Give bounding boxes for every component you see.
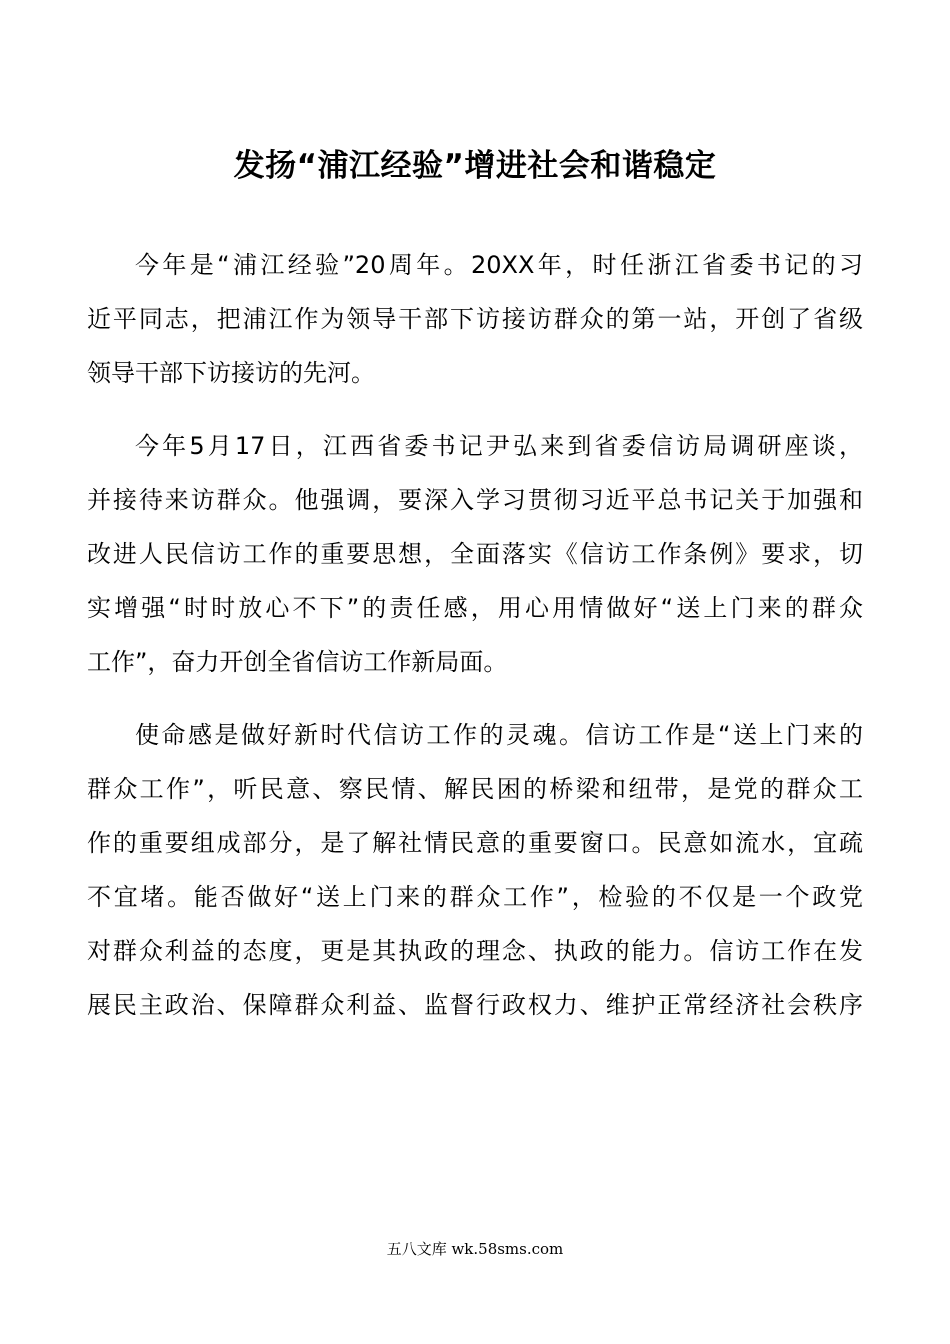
text-line: 作的重要组成部分，是了解社情民意的重要窗口。民意如流水，宜疏 bbox=[87, 829, 863, 857]
text-line: 使命感是做好新时代信访工作的灵魂。信访工作是“送上门来的 bbox=[135, 721, 863, 749]
paragraph bbox=[87, 419, 863, 689]
page-footer-watermark: 五八文库 wk.58sms.com bbox=[386, 1240, 564, 1258]
text-line: 对群众利益的态度，更是其执政的理念、执政的能力。信访工作在发 bbox=[87, 937, 863, 965]
text-line: 展民主政治、保障群众利益、监督行政权力、维护正常经济社会秩序 bbox=[87, 991, 863, 1019]
document-body bbox=[87, 238, 863, 1051]
text-line: 近平同志，把浦江作为领导干部下访接访群众的第一站，开创了省级 bbox=[87, 305, 863, 333]
text-line: 领导干部下访接访的先河。 bbox=[87, 359, 375, 387]
paragraph bbox=[87, 238, 863, 400]
text-line: 并接待来访群众。他强调，要深入学习贯彻习近平总书记关于加强和 bbox=[87, 486, 863, 514]
text-line: 改进人民信访工作的重要思想，全面落实《信访工作条例》要求，切 bbox=[87, 540, 863, 568]
text-line: 不宜堵。能否做好“送上门来的群众工作”，检验的不仅是一个政党 bbox=[87, 883, 863, 911]
document-title: 发扬“浦江经验”增进社会和谐稳定 bbox=[233, 148, 717, 184]
text-line: 今年是“浦江经验”20周年。20XX年，时任浙江省委书记的习 bbox=[135, 251, 863, 279]
text-line: 工作”，奋力开创全省信访工作新局面。 bbox=[87, 648, 508, 676]
text-line: 今年5月17日，江西省委书记尹弘来到省委信访局调研座谈， bbox=[135, 432, 863, 460]
text-line: 实增强“时时放心不下”的责任感，用心用情做好“送上门来的群众 bbox=[87, 594, 863, 622]
paragraph bbox=[87, 708, 863, 1032]
text-line: 群众工作”，听民意、察民情、解民困的桥梁和纽带，是党的群众工 bbox=[87, 775, 863, 803]
